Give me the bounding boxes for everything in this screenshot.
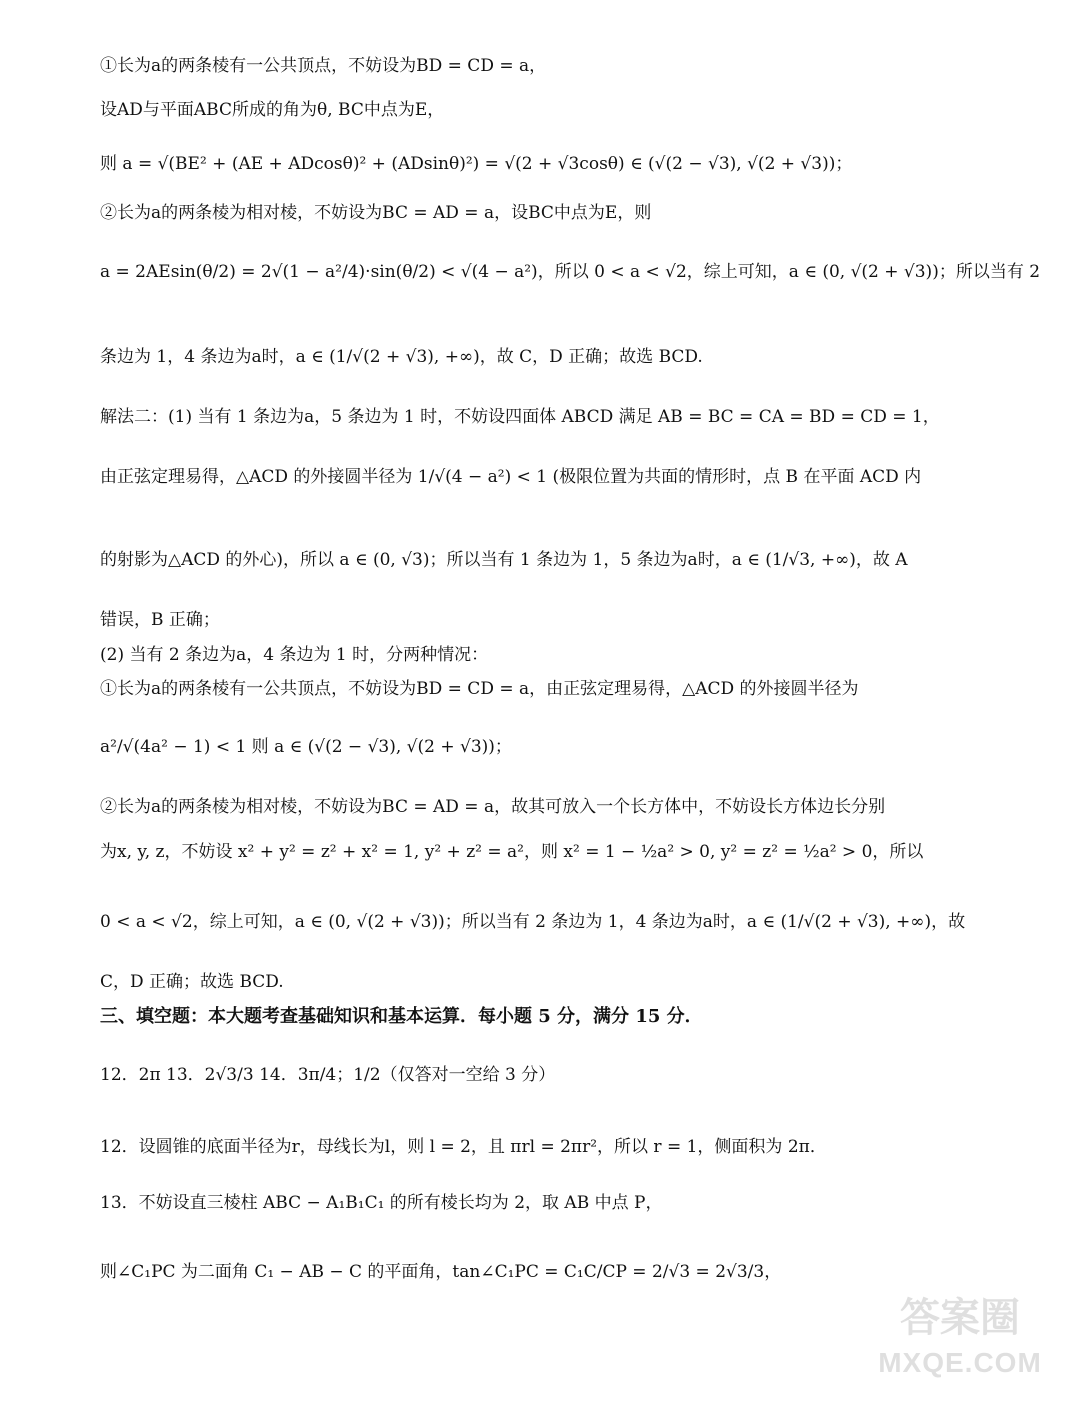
answer-line: 12．2π 13．2√3/3 14．3π/4；1/2（仅答对一空给 3 分） (100, 1065, 556, 1085)
text-line-16: 0 < a < √2，综上可知，a ∈ (0, √(2 + √3))；所以当有 2 条边为 1，4 条边为a时，a ∈ (1/√(2 + √3), +∞)，故 (100, 912, 966, 932)
text-line-2: 设AD与平面ABC所成的角为θ, BC中点为E， (100, 100, 445, 120)
text-line-3: 则 a = √(BE² + (AE + ADcosθ)² + (ADsinθ)²) = √(2 + √3cosθ) ∈ (√(2 − √3), √(2 + √3))； (100, 154, 853, 174)
watermark-logo (870, 1293, 1050, 1403)
text-line-7: 解法二：(1) 当有 1 条边为a，5 条边为 1 时，不妨设四面体 ABCD 满足 AB = BC = CA = BD = CD = 1， (100, 407, 940, 427)
solution-13-line-1: 13．不妨设直三棱柱 ABC − A₁B₁C₁ 的所有棱长均为 2，取 AB 中点 P， (100, 1193, 663, 1213)
text-line-9: 的射影为△ACD 的外心)，所以 a ∈ (0, √3)；所以当有 1 条边为 1，5 条边为a时，a ∈ (1/√3, +∞)，故 A (100, 550, 908, 570)
section-heading: 三、填空题：本大题考查基础知识和基本运算．每小题 5 分，满分 15 分． (100, 1006, 703, 1027)
text-line-14: ②长为a的两条棱为相对棱，不妨设为BC = AD = a，故其可放入一个长方体中，不妨设长方体边长分别 (100, 797, 886, 817)
text-line-6: 条边为 1，4 条边为a时，a ∈ (1/√(2 + √3), +∞)，故 C，D 正确；故选 BCD. (100, 347, 703, 367)
text-line-12: ①长为a的两条棱有一公共顶点，不妨设为BD = CD = a，由正弦定理易得，△ACD 的外接圆半径为 (100, 679, 859, 699)
text-line-4: ②长为a的两条棱为相对棱，不妨设为BC = AD = a，设BC中点为E，则 (100, 203, 652, 223)
watermark-en: MXQE.COM (878, 1347, 1042, 1378)
text-line-10: 错误，B 正确； (100, 610, 220, 630)
solution-13-line-2: 则∠C₁PC 为二面角 C₁ − AB − C 的平面角，tan∠C₁PC = C₁C/CP = 2/√3 = 2√3/3， (100, 1262, 782, 1282)
watermark-cn: 答案圈 (900, 1295, 1020, 1341)
text-line-15: 为x, y, z，不妨设 x² + y² = z² + x² = 1, y² + z² = a²，则 x² = 1 − ½a² > 0, y² = z² = ½a² > 0，所以 (100, 842, 924, 862)
text-line-8: 由正弦定理易得，△ACD 的外接圆半径为 1/√(4 − a²) < 1 (极限位置为共面的情形时，点 B 在平面 ACD 内 (100, 467, 922, 487)
text-line-13: a²/√(4a² − 1) < 1 则 a ∈ (√(2 − √3), √(2 + √3))； (100, 737, 512, 757)
solution-12: 12．设圆锥的底面半径为r，母线长为l，则 l = 2，且 πrl = 2πr²，所以 r = 1，侧面积为 2π． (100, 1137, 827, 1157)
text-line-17: C，D 正确；故选 BCD. (100, 972, 284, 992)
text-line-1: ①长为a的两条棱有一公共顶点，不妨设为BD = CD = a， (100, 56, 547, 76)
text-line-11: (2) 当有 2 条边为a，4 条边为 1 时，分两种情况： (100, 645, 489, 665)
text-line-5: a = 2AEsin(θ/2) = 2√(1 − a²/4)·sin(θ/2) < √(4 − a²)，所以 0 < a < √2，综上可知，a ∈ (0, √(2 + √3))；所以当有 2 (100, 262, 1041, 282)
